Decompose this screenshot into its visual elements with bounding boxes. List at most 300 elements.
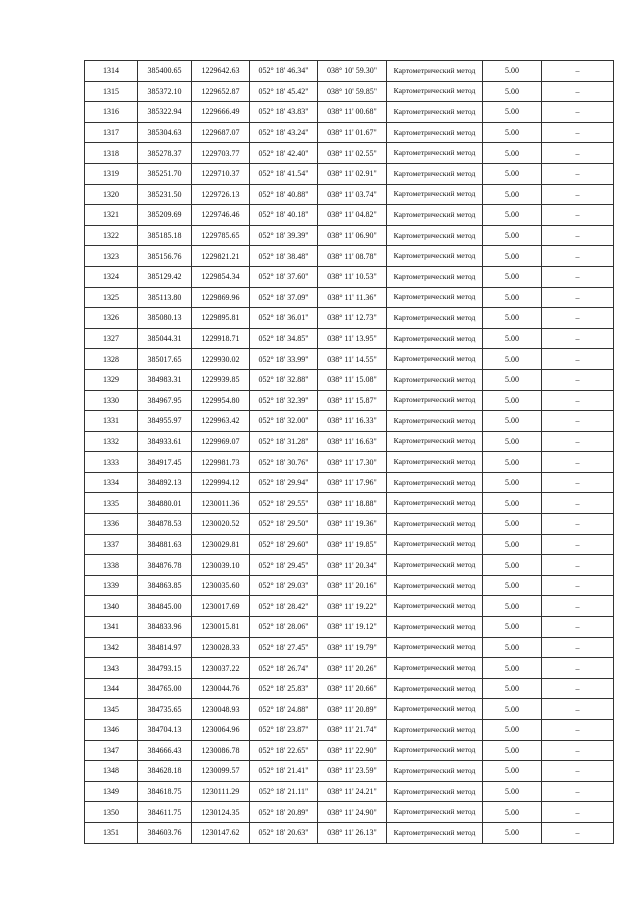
note-cell: – <box>542 699 614 720</box>
note-cell: – <box>542 225 614 246</box>
point-number-cell: 1328 <box>85 349 138 370</box>
note-cell: – <box>542 617 614 638</box>
longitude-cell: 038° 11' 11.36" <box>318 287 387 308</box>
method-cell: Картометрический метод <box>387 81 483 102</box>
table-row <box>85 102 614 123</box>
note-cell: – <box>542 369 614 390</box>
accuracy-cell: 5.00 <box>483 390 542 411</box>
x-coordinate-cell: 385304.63 <box>138 122 192 143</box>
x-coordinate-cell: 384863.85 <box>138 575 192 596</box>
x-coordinate-cell: 384917.45 <box>138 452 192 473</box>
latitude-cell: 052° 18' 46.34" <box>250 61 318 82</box>
longitude-cell: 038° 11' 19.79" <box>318 637 387 658</box>
longitude-cell: 038° 11' 03.74" <box>318 184 387 205</box>
accuracy-cell: 5.00 <box>483 328 542 349</box>
longitude-cell: 038° 11' 10.53" <box>318 266 387 287</box>
method-cell: Картометрический метод <box>387 617 483 638</box>
point-number-cell: 1343 <box>85 658 138 679</box>
note-cell: – <box>542 122 614 143</box>
y-coordinate-cell: 1229687.07 <box>192 122 250 143</box>
longitude-cell: 038° 11' 23.59" <box>318 761 387 782</box>
accuracy-cell: 5.00 <box>483 122 542 143</box>
longitude-cell: 038° 11' 20.34" <box>318 555 387 576</box>
accuracy-cell: 5.00 <box>483 637 542 658</box>
point-number-cell: 1329 <box>85 369 138 390</box>
accuracy-cell: 5.00 <box>483 658 542 679</box>
point-number-cell: 1336 <box>85 514 138 535</box>
y-coordinate-cell: 1230011.36 <box>192 493 250 514</box>
x-coordinate-cell: 384793.15 <box>138 658 192 679</box>
y-coordinate-cell: 1230029.81 <box>192 534 250 555</box>
y-coordinate-cell: 1229918.71 <box>192 328 250 349</box>
point-number-cell: 1341 <box>85 617 138 638</box>
y-coordinate-cell: 1230039.10 <box>192 555 250 576</box>
note-cell: – <box>542 266 614 287</box>
y-coordinate-cell: 1230017.69 <box>192 596 250 617</box>
x-coordinate-cell: 384881.63 <box>138 534 192 555</box>
x-coordinate-cell: 385129.42 <box>138 266 192 287</box>
x-coordinate-cell: 385251.70 <box>138 163 192 184</box>
x-coordinate-cell: 384765.00 <box>138 678 192 699</box>
y-coordinate-cell: 1230035.60 <box>192 575 250 596</box>
latitude-cell: 052° 18' 30.76" <box>250 452 318 473</box>
table-row <box>85 163 614 184</box>
note-cell: – <box>542 163 614 184</box>
y-coordinate-cell: 1229666.49 <box>192 102 250 123</box>
table-row <box>85 514 614 535</box>
note-cell: – <box>542 205 614 226</box>
method-cell: Картометрический метод <box>387 390 483 411</box>
accuracy-cell: 5.00 <box>483 266 542 287</box>
table-row <box>85 184 614 205</box>
note-cell: – <box>542 534 614 555</box>
coordinates-table <box>84 60 614 844</box>
point-number-cell: 1335 <box>85 493 138 514</box>
accuracy-cell: 5.00 <box>483 493 542 514</box>
method-cell: Картометрический метод <box>387 802 483 823</box>
y-coordinate-cell: 1229710.37 <box>192 163 250 184</box>
longitude-cell: 038° 11' 00.68" <box>318 102 387 123</box>
accuracy-cell: 5.00 <box>483 699 542 720</box>
accuracy-cell: 5.00 <box>483 411 542 432</box>
x-coordinate-cell: 385044.31 <box>138 328 192 349</box>
latitude-cell: 052° 18' 29.03" <box>250 575 318 596</box>
y-coordinate-cell: 1229963.42 <box>192 411 250 432</box>
table-row <box>85 472 614 493</box>
x-coordinate-cell: 385113.80 <box>138 287 192 308</box>
table-row <box>85 61 614 82</box>
longitude-cell: 038° 11' 15.87" <box>318 390 387 411</box>
x-coordinate-cell: 384833.96 <box>138 617 192 638</box>
table-row <box>85 493 614 514</box>
latitude-cell: 052° 18' 24.88" <box>250 699 318 720</box>
latitude-cell: 052° 18' 33.99" <box>250 349 318 370</box>
x-coordinate-cell: 384814.97 <box>138 637 192 658</box>
x-coordinate-cell: 385017.65 <box>138 349 192 370</box>
y-coordinate-cell: 1230044.76 <box>192 678 250 699</box>
method-cell: Картометрический метод <box>387 822 483 843</box>
method-cell: Картометрический метод <box>387 514 483 535</box>
y-coordinate-cell: 1230111.29 <box>192 781 250 802</box>
accuracy-cell: 5.00 <box>483 431 542 452</box>
longitude-cell: 038° 11' 19.36" <box>318 514 387 535</box>
note-cell: – <box>542 472 614 493</box>
table-row <box>85 328 614 349</box>
method-cell: Картометрический метод <box>387 122 483 143</box>
x-coordinate-cell: 384967.95 <box>138 390 192 411</box>
y-coordinate-cell: 1229994.12 <box>192 472 250 493</box>
method-cell: Картометрический метод <box>387 658 483 679</box>
table-row <box>85 287 614 308</box>
x-coordinate-cell: 384892.13 <box>138 472 192 493</box>
latitude-cell: 052° 18' 29.94" <box>250 472 318 493</box>
accuracy-cell: 5.00 <box>483 184 542 205</box>
y-coordinate-cell: 1229821.21 <box>192 246 250 267</box>
y-coordinate-cell: 1229969.07 <box>192 431 250 452</box>
latitude-cell: 052° 18' 43.83" <box>250 102 318 123</box>
latitude-cell: 052° 18' 20.89" <box>250 802 318 823</box>
point-number-cell: 1339 <box>85 575 138 596</box>
note-cell: – <box>542 246 614 267</box>
longitude-cell: 038° 11' 26.13" <box>318 822 387 843</box>
method-cell: Картометрический метод <box>387 740 483 761</box>
method-cell: Картометрический метод <box>387 369 483 390</box>
latitude-cell: 052° 18' 41.54" <box>250 163 318 184</box>
latitude-cell: 052° 18' 40.18" <box>250 205 318 226</box>
latitude-cell: 052° 18' 43.24" <box>250 122 318 143</box>
point-number-cell: 1327 <box>85 328 138 349</box>
x-coordinate-cell: 384876.78 <box>138 555 192 576</box>
note-cell: – <box>542 308 614 329</box>
y-coordinate-cell: 1229869.96 <box>192 287 250 308</box>
longitude-cell: 038° 11' 14.55" <box>318 349 387 370</box>
note-cell: – <box>542 781 614 802</box>
point-number-cell: 1342 <box>85 637 138 658</box>
latitude-cell: 052° 18' 32.00" <box>250 411 318 432</box>
latitude-cell: 052° 18' 21.11" <box>250 781 318 802</box>
y-coordinate-cell: 1229930.02 <box>192 349 250 370</box>
accuracy-cell: 5.00 <box>483 802 542 823</box>
accuracy-cell: 5.00 <box>483 61 542 82</box>
method-cell: Картометрический метод <box>387 102 483 123</box>
longitude-cell: 038° 11' 12.73" <box>318 308 387 329</box>
longitude-cell: 038° 11' 16.33" <box>318 411 387 432</box>
latitude-cell: 052° 18' 29.45" <box>250 555 318 576</box>
accuracy-cell: 5.00 <box>483 596 542 617</box>
x-coordinate-cell: 385185.18 <box>138 225 192 246</box>
point-number-cell: 1348 <box>85 761 138 782</box>
note-cell: – <box>542 822 614 843</box>
latitude-cell: 052° 18' 29.50" <box>250 514 318 535</box>
point-number-cell: 1323 <box>85 246 138 267</box>
method-cell: Картометрический метод <box>387 699 483 720</box>
table-row <box>85 266 614 287</box>
note-cell: – <box>542 720 614 741</box>
longitude-cell: 038° 11' 20.16" <box>318 575 387 596</box>
method-cell: Картометрический метод <box>387 781 483 802</box>
longitude-cell: 038° 11' 20.26" <box>318 658 387 679</box>
latitude-cell: 052° 18' 31.28" <box>250 431 318 452</box>
note-cell: – <box>542 143 614 164</box>
x-coordinate-cell: 385322.94 <box>138 102 192 123</box>
point-number-cell: 1349 <box>85 781 138 802</box>
table-row <box>85 431 614 452</box>
latitude-cell: 052° 18' 32.88" <box>250 369 318 390</box>
accuracy-cell: 5.00 <box>483 163 542 184</box>
table-row <box>85 699 614 720</box>
table-row <box>85 369 614 390</box>
x-coordinate-cell: 385209.69 <box>138 205 192 226</box>
latitude-cell: 052° 18' 45.42" <box>250 81 318 102</box>
point-number-cell: 1321 <box>85 205 138 226</box>
point-number-cell: 1317 <box>85 122 138 143</box>
longitude-cell: 038° 11' 08.78" <box>318 246 387 267</box>
accuracy-cell: 5.00 <box>483 287 542 308</box>
note-cell: – <box>542 390 614 411</box>
method-cell: Картометрический метод <box>387 225 483 246</box>
longitude-cell: 038° 11' 06.90" <box>318 225 387 246</box>
x-coordinate-cell: 385231.50 <box>138 184 192 205</box>
table-row <box>85 534 614 555</box>
note-cell: – <box>542 596 614 617</box>
accuracy-cell: 5.00 <box>483 575 542 596</box>
point-number-cell: 1338 <box>85 555 138 576</box>
note-cell: – <box>542 678 614 699</box>
longitude-cell: 038° 11' 18.88" <box>318 493 387 514</box>
note-cell: – <box>542 658 614 679</box>
point-number-cell: 1315 <box>85 81 138 102</box>
latitude-cell: 052° 18' 28.06" <box>250 617 318 638</box>
table-row <box>85 637 614 658</box>
method-cell: Картометрический метод <box>387 328 483 349</box>
point-number-cell: 1345 <box>85 699 138 720</box>
accuracy-cell: 5.00 <box>483 369 542 390</box>
note-cell: – <box>542 740 614 761</box>
coordinates-table-body <box>85 61 614 844</box>
table-row <box>85 555 614 576</box>
table-row <box>85 761 614 782</box>
accuracy-cell: 5.00 <box>483 781 542 802</box>
table-row <box>85 81 614 102</box>
accuracy-cell: 5.00 <box>483 740 542 761</box>
longitude-cell: 038° 11' 20.66" <box>318 678 387 699</box>
x-coordinate-cell: 384845.00 <box>138 596 192 617</box>
method-cell: Картометрический метод <box>387 452 483 473</box>
table-row <box>85 678 614 699</box>
table-row <box>85 452 614 473</box>
method-cell: Картометрический метод <box>387 431 483 452</box>
table-row <box>85 740 614 761</box>
y-coordinate-cell: 1229981.73 <box>192 452 250 473</box>
table-row <box>85 390 614 411</box>
y-coordinate-cell: 1229746.46 <box>192 205 250 226</box>
note-cell: – <box>542 184 614 205</box>
y-coordinate-cell: 1230099.57 <box>192 761 250 782</box>
x-coordinate-cell: 384628.18 <box>138 761 192 782</box>
latitude-cell: 052° 18' 26.74" <box>250 658 318 679</box>
method-cell: Картометрический метод <box>387 720 483 741</box>
accuracy-cell: 5.00 <box>483 143 542 164</box>
point-number-cell: 1316 <box>85 102 138 123</box>
latitude-cell: 052° 18' 34.85" <box>250 328 318 349</box>
method-cell: Картометрический метод <box>387 184 483 205</box>
latitude-cell: 052° 18' 28.42" <box>250 596 318 617</box>
point-number-cell: 1347 <box>85 740 138 761</box>
table-row <box>85 246 614 267</box>
point-number-cell: 1332 <box>85 431 138 452</box>
y-coordinate-cell: 1229785.65 <box>192 225 250 246</box>
table-row <box>85 617 614 638</box>
method-cell: Картометрический метод <box>387 555 483 576</box>
x-coordinate-cell: 384983.31 <box>138 369 192 390</box>
y-coordinate-cell: 1229854.34 <box>192 266 250 287</box>
accuracy-cell: 5.00 <box>483 720 542 741</box>
latitude-cell: 052° 18' 32.39" <box>250 390 318 411</box>
latitude-cell: 052° 18' 20.63" <box>250 822 318 843</box>
note-cell: – <box>542 349 614 370</box>
x-coordinate-cell: 385372.10 <box>138 81 192 102</box>
accuracy-cell: 5.00 <box>483 308 542 329</box>
point-number-cell: 1350 <box>85 802 138 823</box>
note-cell: – <box>542 102 614 123</box>
table-row <box>85 205 614 226</box>
note-cell: – <box>542 81 614 102</box>
y-coordinate-cell: 1230086.78 <box>192 740 250 761</box>
longitude-cell: 038° 11' 15.08" <box>318 369 387 390</box>
point-number-cell: 1314 <box>85 61 138 82</box>
y-coordinate-cell: 1229642.63 <box>192 61 250 82</box>
method-cell: Картометрический метод <box>387 349 483 370</box>
accuracy-cell: 5.00 <box>483 555 542 576</box>
accuracy-cell: 5.00 <box>483 514 542 535</box>
longitude-cell: 038° 11' 17.30" <box>318 452 387 473</box>
x-coordinate-cell: 384666.43 <box>138 740 192 761</box>
method-cell: Картометрический метод <box>387 287 483 308</box>
point-number-cell: 1333 <box>85 452 138 473</box>
note-cell: – <box>542 328 614 349</box>
point-number-cell: 1331 <box>85 411 138 432</box>
note-cell: – <box>542 452 614 473</box>
accuracy-cell: 5.00 <box>483 349 542 370</box>
longitude-cell: 038° 11' 20.89" <box>318 699 387 720</box>
method-cell: Картометрический метод <box>387 308 483 329</box>
y-coordinate-cell: 1229939.85 <box>192 369 250 390</box>
note-cell: – <box>542 411 614 432</box>
method-cell: Картометрический метод <box>387 266 483 287</box>
y-coordinate-cell: 1230048.93 <box>192 699 250 720</box>
longitude-cell: 038° 11' 19.12" <box>318 617 387 638</box>
accuracy-cell: 5.00 <box>483 102 542 123</box>
point-number-cell: 1337 <box>85 534 138 555</box>
note-cell: – <box>542 802 614 823</box>
method-cell: Картометрический метод <box>387 246 483 267</box>
latitude-cell: 052° 18' 23.87" <box>250 720 318 741</box>
longitude-cell: 038° 11' 16.63" <box>318 431 387 452</box>
longitude-cell: 038° 10' 59.85" <box>318 81 387 102</box>
longitude-cell: 038° 11' 02.55" <box>318 143 387 164</box>
point-number-cell: 1322 <box>85 225 138 246</box>
table-row <box>85 658 614 679</box>
accuracy-cell: 5.00 <box>483 472 542 493</box>
y-coordinate-cell: 1230064.96 <box>192 720 250 741</box>
x-coordinate-cell: 384933.61 <box>138 431 192 452</box>
y-coordinate-cell: 1230015.81 <box>192 617 250 638</box>
x-coordinate-cell: 384955.97 <box>138 411 192 432</box>
x-coordinate-cell: 384618.75 <box>138 781 192 802</box>
longitude-cell: 038° 10' 59.30" <box>318 61 387 82</box>
table-row <box>85 308 614 329</box>
method-cell: Картометрический метод <box>387 472 483 493</box>
x-coordinate-cell: 385400.65 <box>138 61 192 82</box>
latitude-cell: 052° 18' 40.88" <box>250 184 318 205</box>
note-cell: – <box>542 493 614 514</box>
longitude-cell: 038° 11' 02.91" <box>318 163 387 184</box>
note-cell: – <box>542 514 614 535</box>
note-cell: – <box>542 555 614 576</box>
accuracy-cell: 5.00 <box>483 81 542 102</box>
latitude-cell: 052° 18' 25.83" <box>250 678 318 699</box>
latitude-cell: 052° 18' 37.60" <box>250 266 318 287</box>
accuracy-cell: 5.00 <box>483 246 542 267</box>
method-cell: Картометрический метод <box>387 678 483 699</box>
longitude-cell: 038° 11' 21.74" <box>318 720 387 741</box>
longitude-cell: 038° 11' 22.90" <box>318 740 387 761</box>
accuracy-cell: 5.00 <box>483 534 542 555</box>
x-coordinate-cell: 385278.37 <box>138 143 192 164</box>
latitude-cell: 052° 18' 29.55" <box>250 493 318 514</box>
x-coordinate-cell: 385080.13 <box>138 308 192 329</box>
longitude-cell: 038° 11' 04.82" <box>318 205 387 226</box>
x-coordinate-cell: 384735.65 <box>138 699 192 720</box>
accuracy-cell: 5.00 <box>483 205 542 226</box>
longitude-cell: 038° 11' 13.95" <box>318 328 387 349</box>
note-cell: – <box>542 61 614 82</box>
point-number-cell: 1318 <box>85 143 138 164</box>
y-coordinate-cell: 1229652.87 <box>192 81 250 102</box>
y-coordinate-cell: 1230028.33 <box>192 637 250 658</box>
x-coordinate-cell: 384878.53 <box>138 514 192 535</box>
y-coordinate-cell: 1230037.22 <box>192 658 250 679</box>
method-cell: Картометрический метод <box>387 163 483 184</box>
latitude-cell: 052° 18' 37.09" <box>250 287 318 308</box>
x-coordinate-cell: 384611.75 <box>138 802 192 823</box>
latitude-cell: 052° 18' 21.41" <box>250 761 318 782</box>
table-row <box>85 802 614 823</box>
table-row <box>85 596 614 617</box>
x-coordinate-cell: 384880.01 <box>138 493 192 514</box>
latitude-cell: 052° 18' 29.60" <box>250 534 318 555</box>
accuracy-cell: 5.00 <box>483 822 542 843</box>
point-number-cell: 1320 <box>85 184 138 205</box>
method-cell: Картометрический метод <box>387 411 483 432</box>
table-row <box>85 411 614 432</box>
point-number-cell: 1319 <box>85 163 138 184</box>
longitude-cell: 038° 11' 24.21" <box>318 781 387 802</box>
point-number-cell: 1325 <box>85 287 138 308</box>
method-cell: Картометрический метод <box>387 61 483 82</box>
latitude-cell: 052° 18' 36.01" <box>250 308 318 329</box>
accuracy-cell: 5.00 <box>483 678 542 699</box>
method-cell: Картометрический метод <box>387 534 483 555</box>
longitude-cell: 038° 11' 01.67" <box>318 122 387 143</box>
accuracy-cell: 5.00 <box>483 225 542 246</box>
x-coordinate-cell: 384704.13 <box>138 720 192 741</box>
y-coordinate-cell: 1229726.13 <box>192 184 250 205</box>
point-number-cell: 1330 <box>85 390 138 411</box>
table-row <box>85 781 614 802</box>
y-coordinate-cell: 1229703.77 <box>192 143 250 164</box>
table-row <box>85 122 614 143</box>
